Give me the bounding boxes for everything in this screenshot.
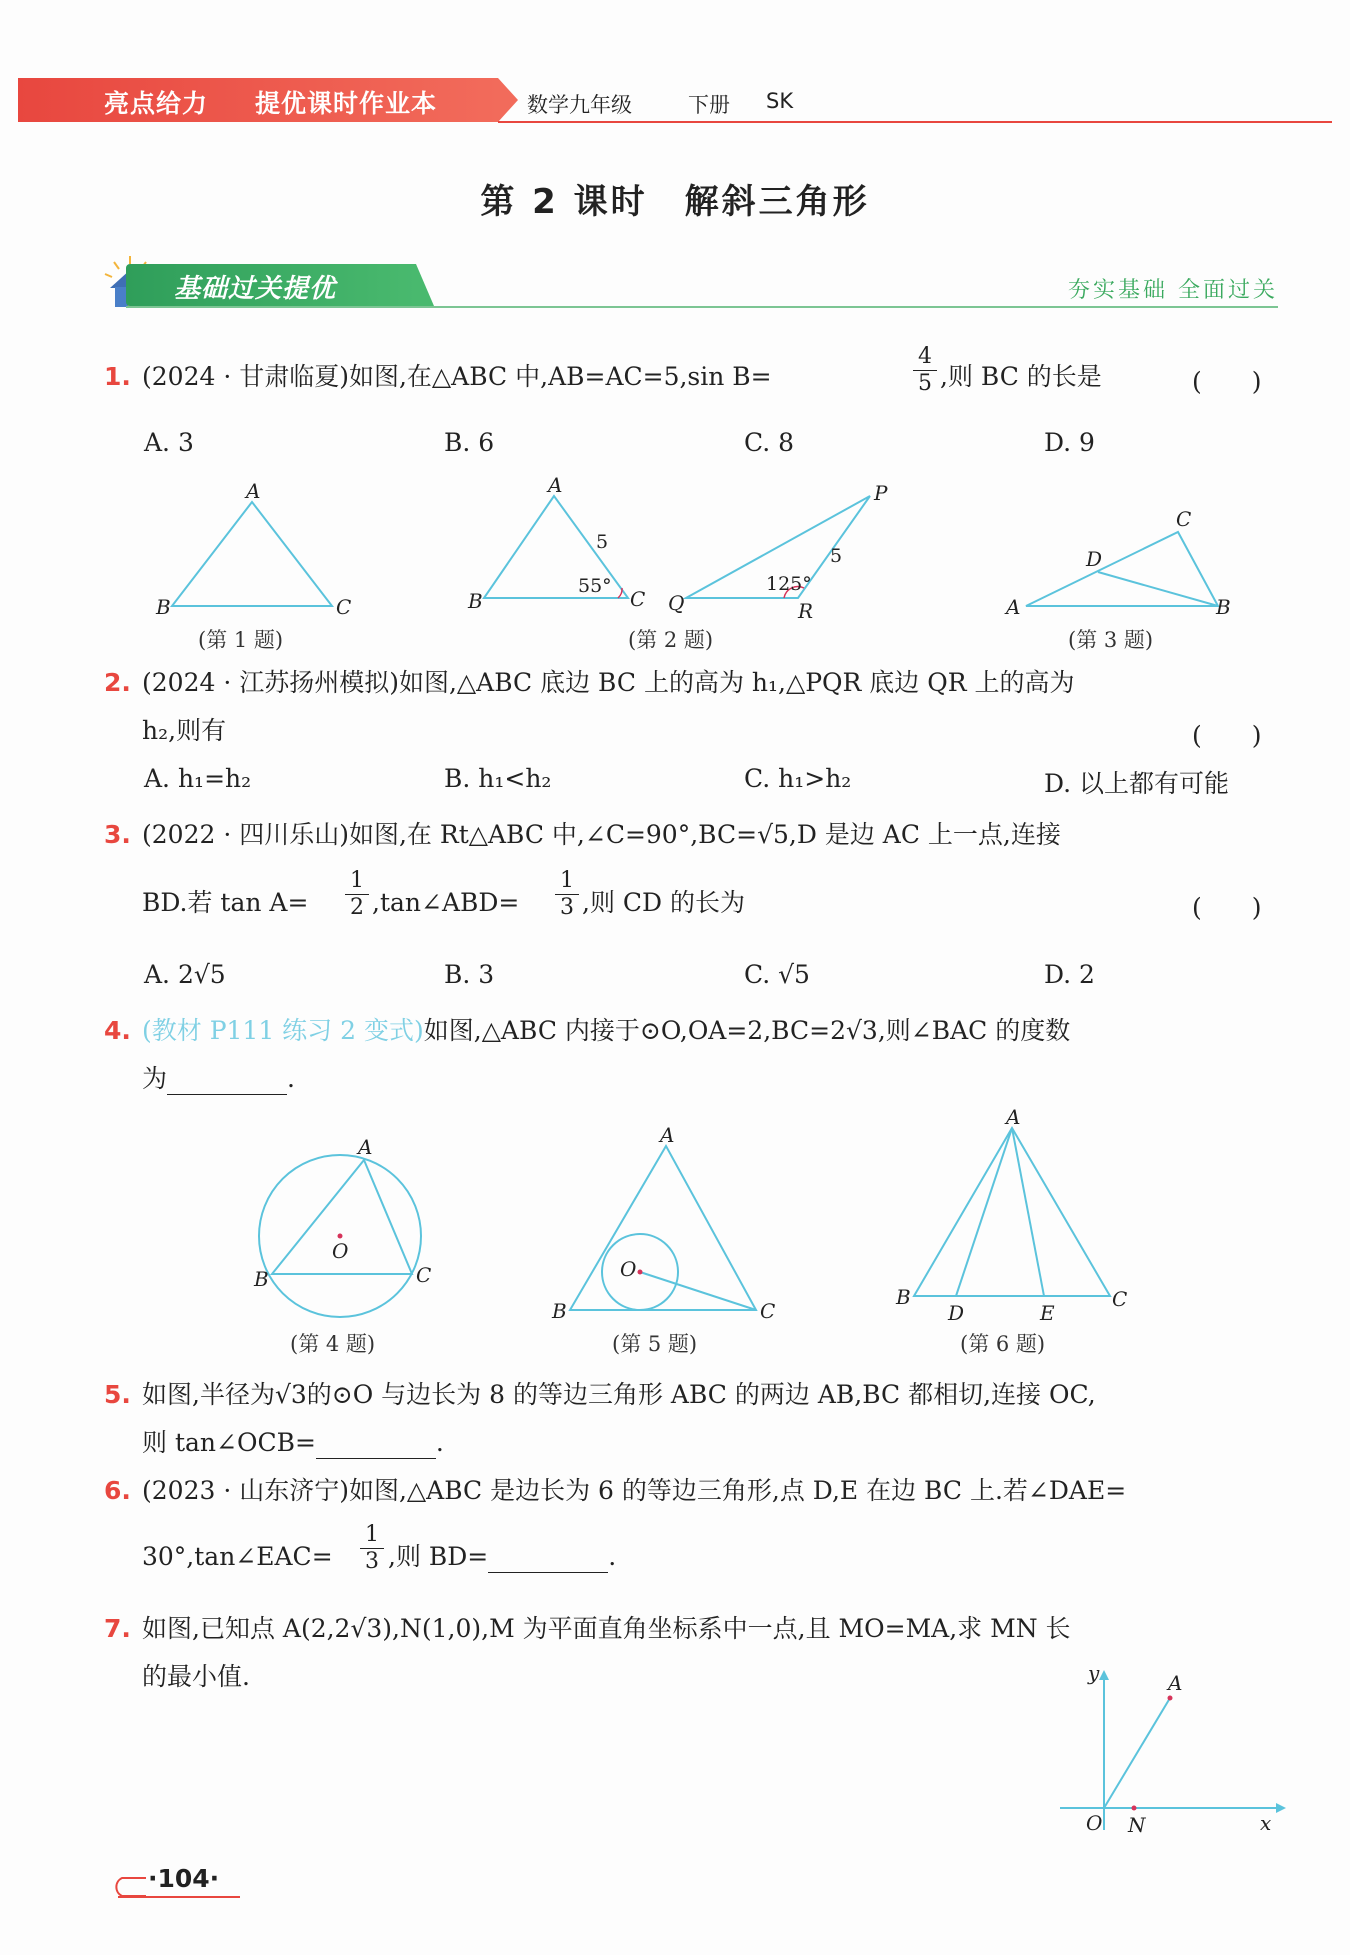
q6-text-b: ,则 BD=	[388, 1542, 489, 1571]
q1-number: 1.	[104, 362, 131, 391]
fig5-label-o: O	[620, 1257, 637, 1281]
q5-line2	[142, 1428, 444, 1459]
page-number: ·104·	[148, 1864, 220, 1893]
q3-text-c: ,则 CD 的长为	[582, 888, 746, 917]
q3-text-b: ,tan∠ABD=	[372, 888, 520, 917]
q3-number: 3.	[104, 820, 131, 849]
q6-answer-blank[interactable]	[488, 1542, 608, 1573]
fig6-label-b: B	[896, 1285, 911, 1309]
fig4-caption: (第 4 题)	[290, 1332, 376, 1356]
q3-frac1-num: 1	[345, 868, 369, 895]
q2-answer-paren[interactable]: ( )	[1192, 721, 1262, 750]
q1-option-a[interactable]: A. 3	[144, 428, 194, 457]
q2-option-b[interactable]: B. h₁<h₂	[444, 764, 552, 793]
fig4-label-a: A	[358, 1135, 373, 1159]
q3-fraction-2	[555, 868, 579, 921]
q4-answer-blank[interactable]	[167, 1064, 287, 1095]
fig2-label-a: A	[548, 473, 563, 497]
fig4-label-b: B	[254, 1267, 269, 1291]
q7-line1: 如图,已知点 A(2,2√3),N(1,0),M 为平面直角坐标系中一点,且 MO=MA,求 MN 长	[142, 1614, 1071, 1643]
q2-line1: (2024 · 江苏扬州模拟)如图,△ABC 底边 BC 上的高为 h₁,△PQR 底边 QR 上的高为	[142, 668, 1075, 697]
q1-answer-paren[interactable]: ( )	[1192, 367, 1262, 396]
page-number-rule	[118, 1896, 240, 1898]
q2-number: 2.	[104, 668, 131, 697]
q1-frac-num: 4	[913, 344, 937, 371]
q3-text-a: BD.若 tan A=	[142, 888, 309, 917]
q4-number: 4.	[104, 1016, 131, 1045]
q5-end: .	[435, 1428, 444, 1457]
fig1-label-b: B	[156, 595, 171, 619]
q1-option-d[interactable]: D. 9	[1044, 428, 1095, 457]
q1-text-b: ,则 BC 的长是	[940, 362, 1102, 391]
figure-4	[240, 1122, 450, 1332]
fig7-label-a: A	[1168, 1671, 1183, 1695]
q5-number: 5.	[104, 1380, 131, 1409]
q5-line1: 如图,半径为√3的⊙O 与边长为 8 的等边三角形 ABC 的两边 AB,BC 都相切,连接 OC,	[142, 1380, 1096, 1409]
fig1-caption: (第 1 题)	[198, 628, 284, 652]
q3-fraction-1	[345, 868, 369, 921]
fig2-label-b: B	[468, 589, 483, 613]
q6-fraction	[360, 1522, 384, 1575]
q1-frac-den: 5	[918, 371, 932, 396]
q3-frac2-den: 3	[560, 895, 574, 920]
fig7-label-o: O	[1086, 1811, 1103, 1835]
fig2-label-q: Q	[668, 591, 685, 615]
section-rule	[126, 306, 1278, 308]
fig4-label-o: O	[332, 1239, 349, 1263]
fig2-label-p: P	[874, 481, 888, 505]
q6-end: .	[608, 1542, 617, 1571]
q6-number: 6.	[104, 1476, 131, 1505]
fig2-caption: (第 2 题)	[628, 628, 714, 652]
q4-text: 如图,△ABC 内接于⊙O,OA=2,BC=2√3,则∠BAC 的度数	[423, 1016, 1071, 1045]
brand-subtitle: 提优课时作业本	[255, 89, 438, 118]
section-slogan: 夯实基础 全面过关	[1068, 278, 1278, 303]
edition-label: SK	[766, 89, 794, 113]
q3-frac2-num: 1	[555, 868, 579, 895]
q4-line1	[142, 1016, 1070, 1046]
figure-1	[150, 478, 360, 618]
figure-7	[1050, 1660, 1290, 1840]
q6-text-a: 30°,tan∠EAC=	[142, 1542, 333, 1571]
q6-line1: (2023 · 山东济宁)如图,△ABC 是边长为 6 的等边三角形,点 D,E 在边 BC 上.若∠DAE=	[142, 1476, 1127, 1505]
brand-name: 亮点给力	[104, 89, 209, 118]
fig3-label-d: D	[1086, 547, 1103, 571]
fig7-label-x: x	[1260, 1811, 1272, 1835]
q4-end: .	[287, 1064, 295, 1093]
figure-2	[460, 470, 900, 623]
fig6-label-e: E	[1040, 1301, 1055, 1325]
fig5-label-b: B	[552, 1299, 567, 1323]
q3-option-b[interactable]: B. 3	[444, 960, 495, 989]
q2-option-a[interactable]: A. h₁=h₂	[144, 764, 252, 793]
q4-line2	[142, 1064, 295, 1095]
q1-option-b[interactable]: B. 6	[444, 428, 495, 457]
fig5-label-c: C	[760, 1299, 776, 1323]
figure-6	[890, 1106, 1150, 1326]
q3-option-d[interactable]: D. 2	[1044, 960, 1095, 989]
subject-label: 数学九年级	[527, 93, 632, 117]
q6-line2	[388, 1542, 616, 1573]
q5-answer-blank[interactable]	[316, 1428, 436, 1459]
figure-5	[550, 1123, 790, 1330]
fig6-label-d: D	[948, 1301, 965, 1325]
q7-number: 7.	[104, 1614, 131, 1643]
fig3-caption: (第 3 题)	[1068, 628, 1154, 652]
fig2-angle-c: 55°	[578, 575, 612, 597]
fig6-label-c: C	[1112, 1287, 1128, 1311]
fig1-label-a: A	[246, 479, 261, 503]
header-rule	[498, 121, 1332, 123]
figure-3	[1000, 500, 1250, 620]
q3-answer-paren[interactable]: ( )	[1192, 893, 1262, 922]
fig2-label-c: C	[630, 587, 646, 611]
fig3-label-c: C	[1176, 507, 1192, 531]
q2-line2: h₂,则有	[142, 716, 227, 745]
q1-stem	[142, 362, 772, 392]
q7-line2: 的最小值.	[142, 1662, 250, 1691]
q4-source: (教材 P111 练习 2 变式)	[142, 1016, 424, 1045]
fig6-caption: (第 6 题)	[960, 1332, 1046, 1356]
fig6-label-a: A	[1006, 1105, 1021, 1129]
q6-frac-den: 3	[365, 1549, 379, 1574]
q1-source: (2024 · 甘肃临夏)	[142, 362, 349, 391]
fig7-label-n: N	[1128, 1813, 1146, 1837]
fig2-label-r: R	[798, 599, 814, 623]
lesson-title: 第 2 课时 解斜三角形	[480, 182, 870, 222]
q3-line1: (2022 · 四川乐山)如图,在 Rt△ABC 中,∠C=90°,BC=√5,D 是边 AC 上一点,连接	[142, 820, 1061, 849]
q3-frac1-den: 2	[350, 895, 364, 920]
q5-prefix: 则 tan∠OCB=	[142, 1428, 316, 1457]
fig7-label-y: y	[1088, 1661, 1100, 1685]
fig2-side-ab: 5	[596, 531, 609, 553]
q1-text-a: 如图,在△ABC 中,AB=AC=5,sin B=	[348, 362, 772, 391]
fig5-caption: (第 5 题)	[612, 1332, 698, 1356]
q2-option-c[interactable]: C. h₁>h₂	[744, 764, 852, 793]
q6-frac-num: 1	[360, 1522, 384, 1549]
fig1-label-c: C	[336, 595, 352, 619]
q3-option-c[interactable]: C. √5	[744, 960, 810, 989]
q4-prefix: 为	[142, 1064, 168, 1093]
fig3-label-b: B	[1216, 595, 1231, 619]
q3-option-a[interactable]: A. 2√5	[144, 960, 226, 989]
section-title: 基础过关提优	[174, 274, 337, 304]
volume-label: 下册	[688, 93, 730, 117]
fig2-angle-r: 125°	[766, 573, 812, 595]
fig4-label-c: C	[416, 1263, 432, 1287]
q2-option-d[interactable]: D. 以上都有可能	[1044, 769, 1230, 798]
q1-fraction	[913, 344, 937, 397]
fig5-label-a: A	[660, 1123, 675, 1147]
q1-option-c[interactable]: C. 8	[744, 428, 795, 457]
fig3-label-a: A	[1006, 595, 1021, 619]
fig2-side-pr: 5	[830, 545, 843, 567]
